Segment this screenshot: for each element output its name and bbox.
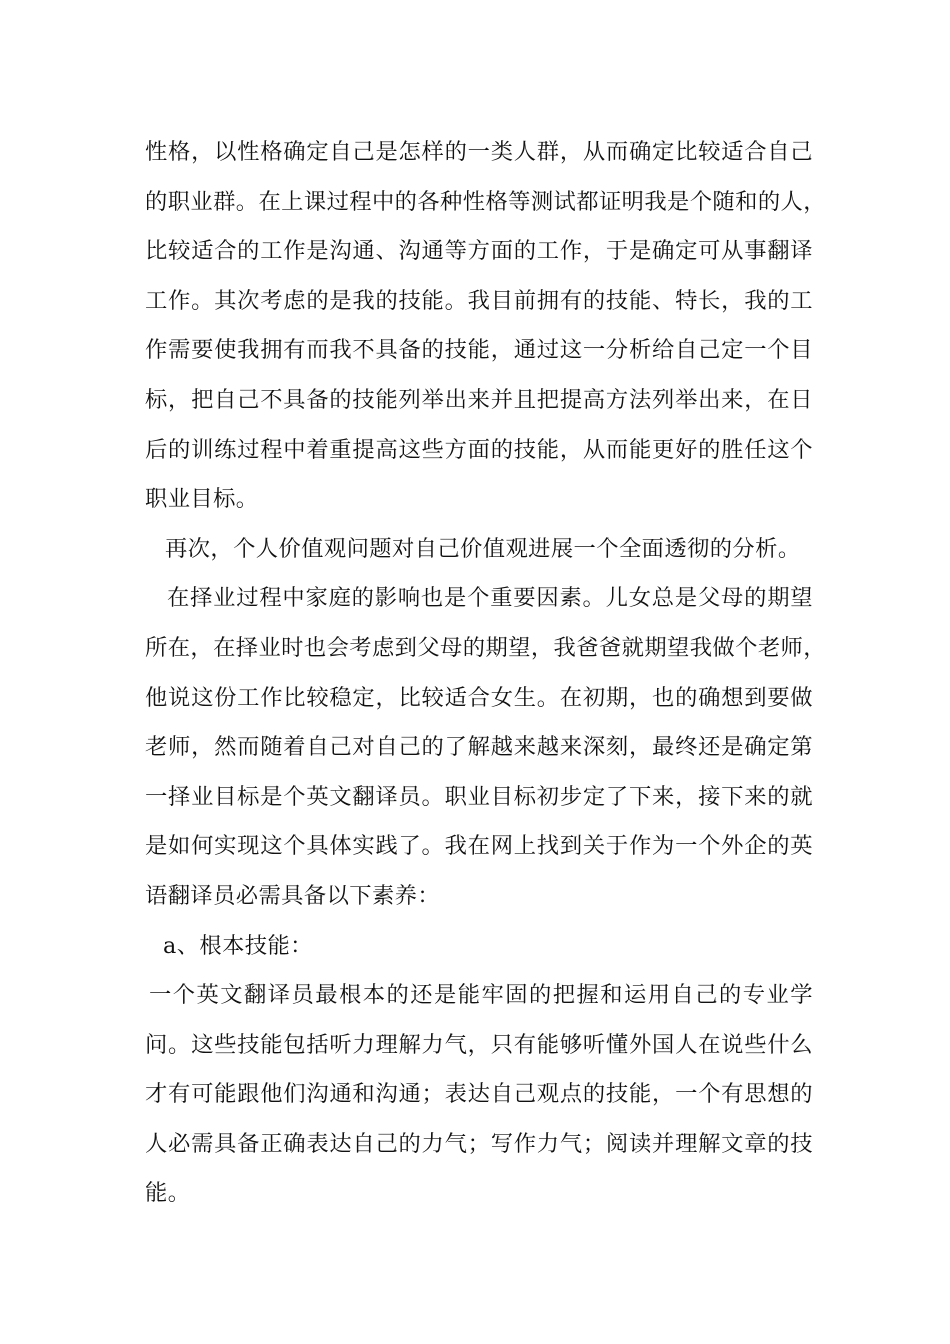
- text-line: 老师，然而随着自己对自己的了解越来越来深刻，最终还是确定第: [145, 734, 813, 761]
- text-line: 能。: [145, 1180, 191, 1207]
- text-line: 一择业目标是个英文翻译员。职业目标初步定了下来，接下来的就: [145, 783, 813, 810]
- text-line: 性格，以性格确定自己是怎样的一类人群，从而确定比较适合自己: [145, 139, 813, 165]
- text-line: 问。这些技能包括听力理解力气，只有能够听懂外国人在说些什么: [145, 1031, 813, 1058]
- paragraph-family-influence: [145, 574, 826, 921]
- text-line: 标，把自己不具备的技能列举出来并且把提高方法列举出来，在日: [145, 386, 813, 413]
- section-heading: a、根本技能：: [163, 932, 313, 959]
- text-line: 是如何实现这个具体实践了。我在网上找到关于作为一个外企的英: [145, 833, 813, 860]
- text-line: 后的训练过程中着重提高这些方面的技能，从而能更好的胜任这个: [145, 436, 813, 463]
- text-line: 工作。其次考虑的是我的技能。我目前拥有的技能、特长，我的工: [145, 287, 813, 314]
- text-line: 再次，个人价值观问题对自己价值观进展一个全面透彻的分析。: [165, 535, 801, 562]
- text-line: 作需要使我拥有而我不具备的技能，通过这一分析给自己定一个目: [145, 337, 813, 364]
- paragraph-self-analysis: [145, 128, 826, 525]
- text-line: 在择业过程中家庭的影响也是个重要因素。儿女总是父母的期望: [167, 585, 813, 612]
- text-line: 职业目标。: [145, 486, 259, 513]
- text-line: 一个英文翻译员最根本的还是能牢固的把握和运用自己的专业学: [149, 982, 813, 1009]
- paragraph-values: [145, 525, 813, 575]
- text-line: 的职业群。在上课过程中的各种性格等测试都证明我是个随和的人，: [145, 188, 826, 215]
- document-body: [145, 128, 826, 1219]
- text-line: 他说这份工作比较稳定，比较适合女生。在初期，也的确想到要做: [145, 684, 813, 711]
- text-line: 才有可能跟他们沟通和沟通；表达自己观点的技能，一个有思想的: [145, 1081, 813, 1108]
- text-line: 比较适合的工作是沟通、沟通等方面的工作，于是确定可从事翻译: [145, 238, 813, 265]
- paragraph-basic-skills: [145, 971, 813, 1219]
- section-heading-basic-skills: [145, 922, 813, 972]
- text-line: 人必需具备正确表达自己的力气；写作力气；阅读并理解文章的技: [145, 1130, 813, 1157]
- text-line: 所在，在择业时也会考虑到父母的期望，我爸爸就期望我做个老师，: [145, 634, 826, 661]
- text-line: 语翻译员必需具备以下素养：: [145, 882, 441, 909]
